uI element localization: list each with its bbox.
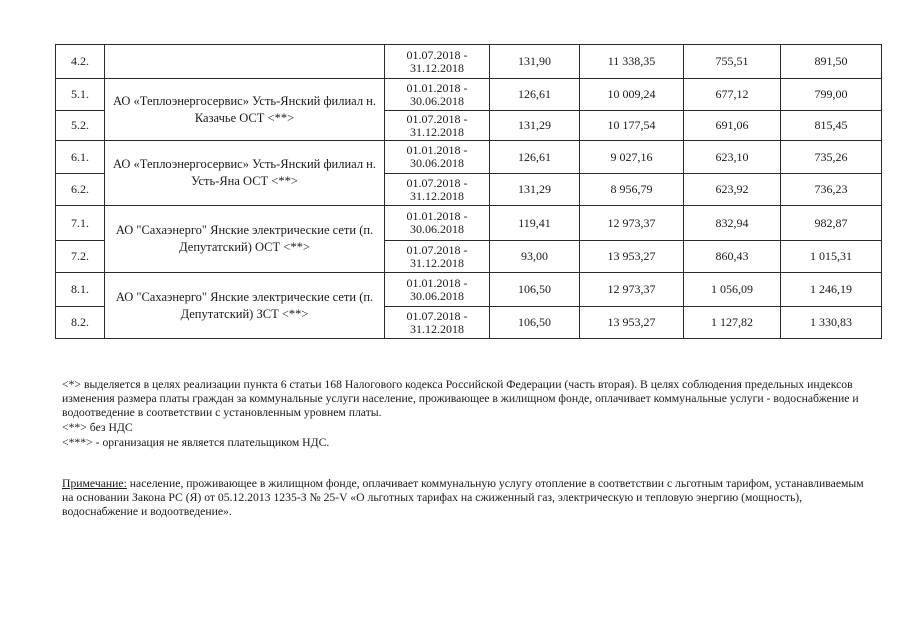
value-cell-1: 126,61	[490, 79, 580, 111]
period-cell: 01.07.2018 - 31.12.2018	[385, 307, 490, 339]
value-cell-1: 93,00	[490, 241, 580, 273]
value-cell-3: 1 056,09	[684, 273, 781, 307]
period-cell: 01.07.2018 - 31.12.2018	[385, 174, 490, 206]
period-cell: 01.01.2018 - 30.06.2018	[385, 206, 490, 241]
row-number-cell: 5.1.	[56, 79, 105, 111]
row-number-cell: 7.1.	[56, 206, 105, 241]
period-cell: 01.07.2018 - 31.12.2018	[385, 241, 490, 273]
organization-cell: АО «Теплоэнергосервис» Усть-Янский филиал н. Казачье ОСТ <**>	[105, 79, 385, 141]
row-number-cell: 7.2.	[56, 241, 105, 273]
organization-cell	[105, 45, 385, 79]
value-cell-2: 8 956,79	[580, 174, 684, 206]
value-cell-3: 1 127,82	[684, 307, 781, 339]
value-cell-2: 10 177,54	[580, 111, 684, 141]
remark	[62, 477, 874, 519]
table-row	[56, 206, 882, 241]
row-number-cell: 4.2.	[56, 45, 105, 79]
value-cell-1: 106,50	[490, 273, 580, 307]
value-cell-4: 736,23	[781, 174, 882, 206]
footnote-3: <***> - организация не является плательщиком НДС.	[62, 436, 330, 449]
period-cell: 01.01.2018 - 30.06.2018	[385, 79, 490, 111]
footnotes	[62, 378, 874, 450]
value-cell-1: 126,61	[490, 141, 580, 174]
period-cell: 01.07.2018 - 31.12.2018	[385, 111, 490, 141]
value-cell-4: 982,87	[781, 206, 882, 241]
value-cell-4: 1 015,31	[781, 241, 882, 273]
value-cell-3: 860,43	[684, 241, 781, 273]
value-cell-2: 11 338,35	[580, 45, 684, 79]
value-cell-3: 755,51	[684, 45, 781, 79]
row-number-cell: 8.1.	[56, 273, 105, 307]
value-cell-3: 623,92	[684, 174, 781, 206]
value-cell-3: 677,12	[684, 79, 781, 111]
value-cell-4: 1 330,83	[781, 307, 882, 339]
value-cell-3: 623,10	[684, 141, 781, 174]
remark-label: Примечание:	[62, 477, 127, 490]
footnote-1: <*> выделяется в целях реализации пункта 6 статьи 168 Налогового кодекса Российской Федерации (часть вторая). В целях соблюдения предельных индексов изменения размера платы граждан за коммунальные услуги население, проживающее в жилищном фонде, оплачивает коммунальные услуги - водоснабжение и водоотведение в соответствии с установленным уровнем платы.	[62, 378, 859, 419]
value-cell-2: 12 973,37	[580, 273, 684, 307]
value-cell-1: 119,41	[490, 206, 580, 241]
value-cell-1: 131,29	[490, 174, 580, 206]
period-cell: 01.01.2018 - 30.06.2018	[385, 141, 490, 174]
period-cell: 01.01.2018 - 30.06.2018	[385, 273, 490, 307]
table-row	[56, 79, 882, 111]
value-cell-4: 735,26	[781, 141, 882, 174]
value-cell-2: 13 953,27	[580, 241, 684, 273]
footnote-2: <**> без НДС	[62, 421, 133, 434]
row-number-cell: 5.2.	[56, 111, 105, 141]
value-cell-2: 13 953,27	[580, 307, 684, 339]
value-cell-1: 106,50	[490, 307, 580, 339]
value-cell-4: 815,45	[781, 111, 882, 141]
value-cell-2: 10 009,24	[580, 79, 684, 111]
row-number-cell: 6.1.	[56, 141, 105, 174]
value-cell-1: 131,29	[490, 111, 580, 141]
organization-cell: АО "Сахаэнерго" Янские электрические сети (п. Депутатский) ОСТ <**>	[105, 206, 385, 273]
table-row	[56, 273, 882, 307]
value-cell-4: 799,00	[781, 79, 882, 111]
organization-cell: АО "Сахаэнерго" Янские электрические сети (п. Депутатский) ЗСТ <**>	[105, 273, 385, 339]
value-cell-2: 12 973,37	[580, 206, 684, 241]
row-number-cell: 6.2.	[56, 174, 105, 206]
value-cell-1: 131,90	[490, 45, 580, 79]
value-cell-3: 691,06	[684, 111, 781, 141]
table-row	[56, 45, 882, 79]
period-cell: 01.07.2018 - 31.12.2018	[385, 45, 490, 79]
table-row	[56, 141, 882, 174]
value-cell-4: 891,50	[781, 45, 882, 79]
tariff-table	[55, 44, 882, 339]
value-cell-4: 1 246,19	[781, 273, 882, 307]
remark-text: население, проживающее в жилищном фонде, оплачивает коммунальную услугу отопление в соответствии с льготным тарифом, устанавливаемым на основании Закона РС (Я) от 05.12.2013 1235-З № 25-V «О льготных тарифах на сжиженный газ, электрическую и тепловую энергию (мощность), водоснабжение и водоотведение».	[62, 477, 864, 518]
value-cell-3: 832,94	[684, 206, 781, 241]
row-number-cell: 8.2.	[56, 307, 105, 339]
organization-cell: АО «Теплоэнергосервис» Усть-Янский филиал н. Усть-Яна ОСТ <**>	[105, 141, 385, 206]
value-cell-2: 9 027,16	[580, 141, 684, 174]
